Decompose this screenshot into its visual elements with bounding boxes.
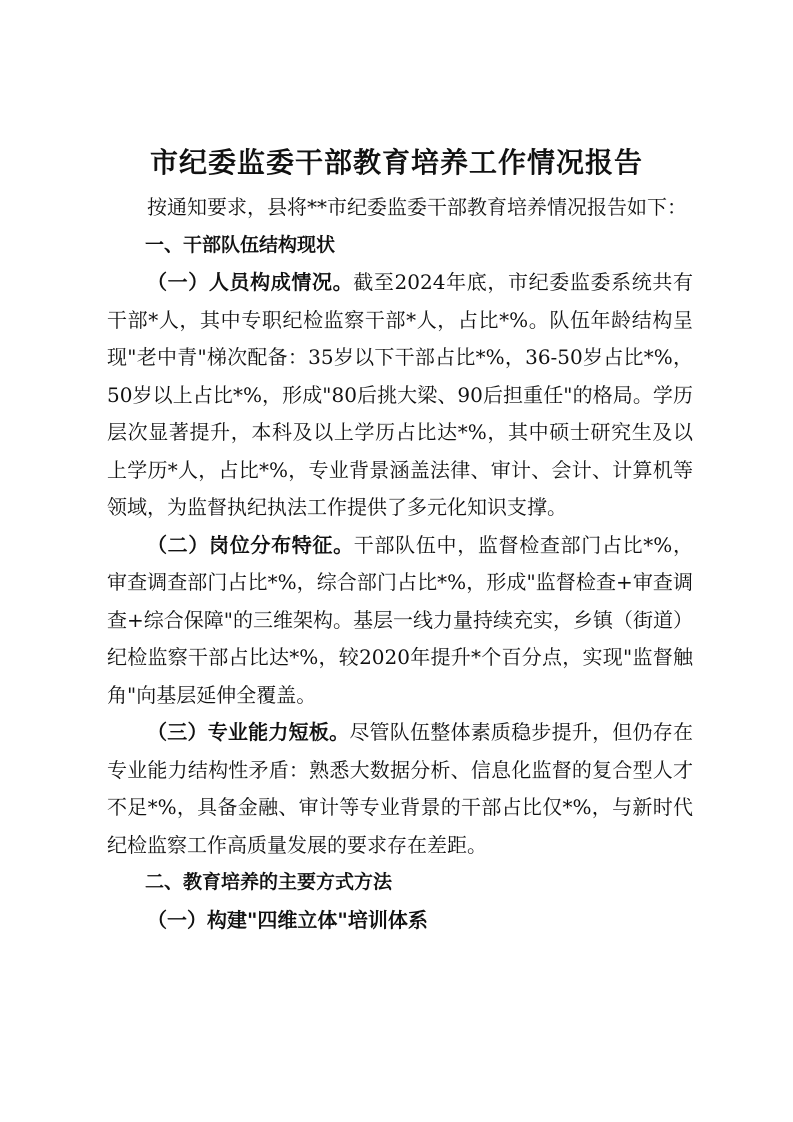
paragraph-text: 尽管队伍整体素质稳步提升，但仍存在专业能力结构性矛盾：熟悉大数据分析、信息化监督的复合型人才不足*%，具备金融、审计等专业背景的干部占比仅*%，与新时代纪检监察工作高质量发展的要求存在差距。: [107, 720, 694, 857]
paragraph-lead: （二）岗位分布特征。: [147, 532, 354, 557]
subsection-heading-text: （一）构建"四维立体"培训体系: [147, 907, 428, 932]
paragraph-lead: （三）专业能力短板。: [147, 720, 350, 744]
subsection-heading: [107, 902, 693, 940]
paragraph-capability-gaps: [107, 714, 693, 864]
document-body: [107, 189, 693, 939]
paragraph-post-distribution: [107, 527, 693, 715]
section-heading-2: 二、教育培养的主要方式方法: [145, 871, 393, 893]
paragraph-lead: （一）人员构成情况。: [147, 270, 354, 294]
document-title: 市纪委监委干部教育培养工作情况报告: [149, 146, 643, 179]
paragraph-text: 干部队伍中，监督检查部门占比*%，审查调查部门占比*%，综合部门占比*%，形成"监督检查+审查调查+综合保障"的三维架构。基层一线力量持续充实，乡镇（街道）纪检监察干部占比达*%，较2020年提升*个百分点，实现"监督触角"向基层延伸全覆盖。: [107, 532, 693, 707]
paragraph-personnel-composition: [107, 264, 693, 527]
paragraph-text: 截至2024年底，市纪委监委系统共有干部*人，其中专职纪检监察干部*人，占比*%。队伍年龄结构呈现"老中青"梯次配备：35岁以下干部占比*%，36-50岁占比*%，50岁以上占比*%，形成"80后挑大梁、90后担重任"的格局。学历层次显著提升，本科及以上学历占比达*%，其中硕士研究生及以上学历*人，占比*%，专业背景涵盖法律、审计、会计、计算机等领域，为监督执纪执法工作提供了多元化知识支撑。: [107, 270, 693, 519]
section-heading-1: 一、干部队伍结构现状: [145, 233, 336, 256]
intro-paragraph: 按通知要求，县将**市纪委监委干部教育培养情况报告如下：: [147, 195, 687, 219]
